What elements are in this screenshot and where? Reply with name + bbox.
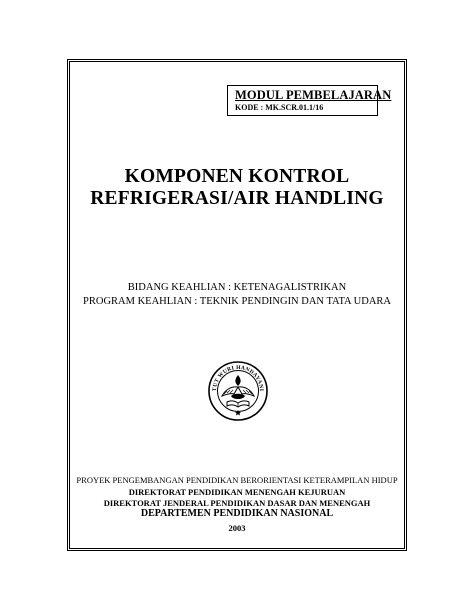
module-code: KODE : MK.SCR.01.1/16 [235, 103, 324, 112]
module-label-box [227, 85, 392, 116]
publication-year: 2003 [228, 523, 246, 533]
tut-wuri-handayani-emblem-icon [207, 360, 269, 422]
directorate: DIREKTORAT PENDIDIKAN MENENGAH KEJURUAN [128, 487, 346, 497]
program-keahlian: PROGRAM KEAHLIAN : TEKNIK PENDINGIN DAN TATA UDARA [83, 296, 391, 307]
department: DEPARTEMEN PENDIDIKAN NASIONAL [140, 508, 334, 519]
project-name: PROYEK PENGEMBANGAN PENDIDIKAN BERORIENTASI KETERAMPILAN HIDUP [76, 475, 398, 485]
main-title-line-2: REFRIGERASI/AIR HANDLING [90, 188, 384, 209]
bidang-keahlian: BIDANG KEAHLIAN : KETENAGALISTRIKAN [127, 282, 347, 293]
main-title-line-1: KOMPONEN KONTROL [124, 166, 350, 187]
emblem-graphic [207, 360, 269, 422]
module-title: MODUL PEMBELAJARAN [235, 88, 392, 102]
emblem-motto: TUT WURI HANDAYANI [211, 364, 265, 392]
directorate-general: DIREKTORAT JENDERAL PENDIDIKAN DASAR DAN MENENGAH [103, 498, 371, 508]
